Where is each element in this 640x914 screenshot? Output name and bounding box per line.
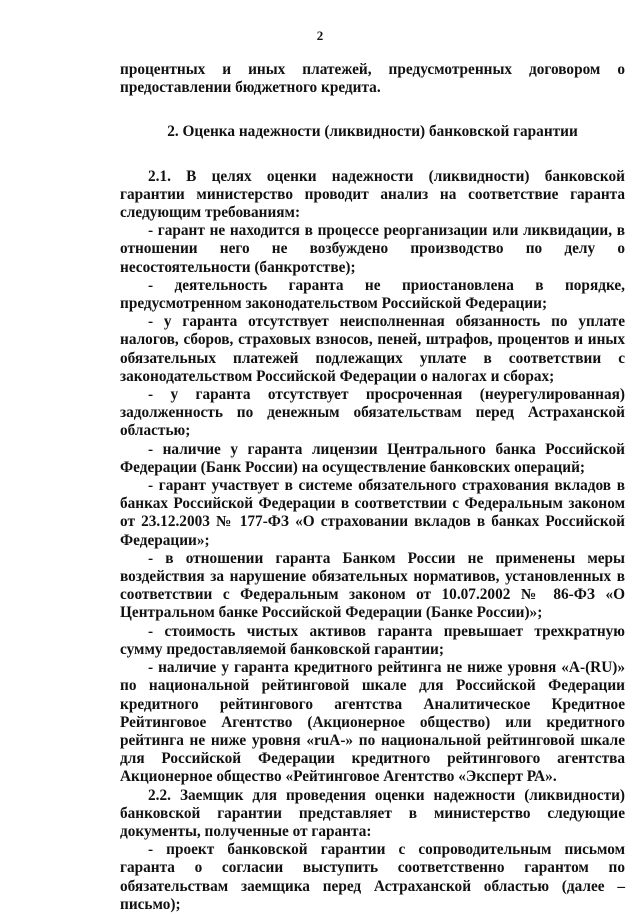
section-heading: 2. Оценка надежности (ликвидности) банковской гарантии [167, 123, 578, 141]
intro-paragraph: процентных и иных платежей, предусмотренных договором о предоставлении бюджетного кредита. [120, 61, 625, 97]
paragraph-2-1: 2.1. В целях оценки надежности (ликвидности) банковской гарантии министерство проводит анализ на соответствие гаранта следующим требованиям: [120, 167, 625, 222]
requirement-item: - у гаранта отсутствует просроченная (неурегулированная) задолженность по денежным обязательствам перед Астраханской областью; [120, 386, 625, 440]
requirement-item: - наличие у гаранта кредитного рейтинга не ниже уровня «A-(RU)» по национальной рейтинговой шкале для Российской Федерации кредитного рейтингового агентства Аналитическое Кредитное Рейтинговое Агентство (Акционерное общество) или кредитного рейтинга не ниже уровня «ruA-» по национальной рейтинговой шкале для Российской Федерации кредитного рейтингового агентства Акционерное общество «Рейтинговое Агентство «Эксперт РА». [120, 659, 625, 786]
requirement-item: - в отношении гаранта Банком России не применены меры воздействия за нарушение обязательных нормативов, установленных в соответствии с Федеральным законом от 10.07.2002 № 86-ФЗ «О Центральном банке Российской Федерации (Банке России)»; [120, 549, 625, 622]
requirement-item: - деятельность гаранта не приостановлена в порядке, предусмотренном законодательством Российской Федерации; [120, 276, 625, 313]
requirement-item: - стоимость чистых активов гаранта превышает трехкратную сумму предоставляемой банковской гарантии; [120, 622, 625, 658]
document-item: - проект банковской гарантии с сопроводительным письмом гаранта о согласии выступить соответственно гарантом по обязательствам заемщика перед Астраханской областью (далее – письмо); [120, 841, 625, 913]
requirement-item: - наличие у гаранта лицензии Центрального банка Российской Федерации (Банк России) на осуществление банковских операций; [120, 440, 625, 476]
requirement-item: - гарант участвует в системе обязательного страхования вкладов в банках Российской Федерации в соответствии с Федеральным законом от 23.12.2003 № 177-ФЗ «О страховании вкладов в банках Российской Федерации»; [120, 477, 625, 549]
document-body [120, 61, 625, 914]
requirement-item: - гарант не находится в процессе реорганизации или ликвидации, в отношении него не возбуждено производство по делу о несостоятельности (банкротстве); [120, 222, 625, 276]
requirement-item: - у гаранта отсутствует неисполненная обязанность по уплате налогов, сборов, страховых взносов, пеней, штрафов, процентов и иных обязательных платежей подлежащих уплате в соответствии с законодательством Российской Федерации о налогах и сборах; [120, 313, 625, 385]
page-number: 2 [316, 28, 324, 43]
paragraph-2-2: 2.2. Заемщик для проведения оценки надежности (ликвидности) банковской гарантии представляет в министерство следующие документы, полученные от гаранта: [120, 786, 625, 840]
